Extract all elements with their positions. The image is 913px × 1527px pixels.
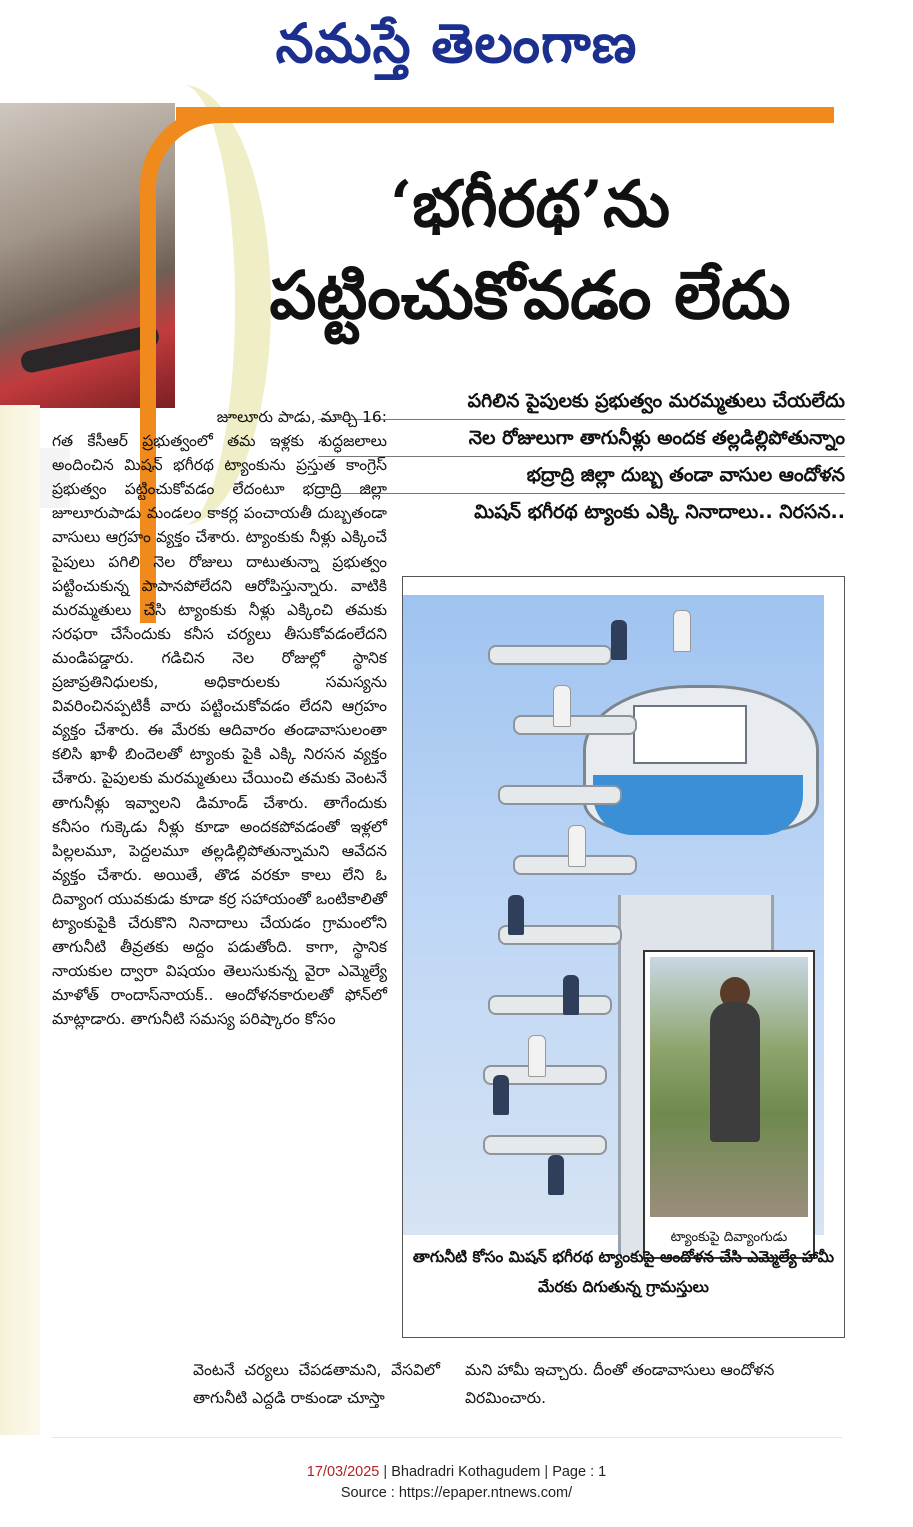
decorative-orange-bar — [176, 107, 834, 123]
newspaper-masthead: నమస్తే తెలంగాణ — [275, 11, 638, 75]
villager-figure — [528, 1035, 546, 1077]
footer-rule — [52, 1437, 842, 1438]
spiral-stair — [488, 995, 612, 1015]
footer-source[interactable]: Source : https://epaper.ntnews.com/ — [340, 1485, 573, 1501]
tank-logo-board — [633, 705, 747, 764]
inset-photo-frame — [643, 950, 815, 1259]
villager-figure — [493, 1075, 509, 1115]
villager-figure — [568, 825, 586, 867]
article-tail-right: మని హామీ ఇచ్చారు. దీంతో తండావాసులు ఆందోళన విరమించారు. — [465, 1361, 775, 1407]
subheadline: భద్రాద్రి జిల్లా దుబ్బ తండా వాసుల ఆందోళన — [318, 457, 845, 494]
footer-edition: Bhadradri Kothagudem — [391, 1464, 541, 1480]
article-dateline: జూలూరు పాడు, మార్చి 16: — [216, 408, 387, 426]
article-body — [52, 405, 387, 1031]
article-body-text: గత కేసీఆర్ ప్రభుత్వంలో తమ ఇళ్లకు శుద్ధజలాలు అందించిన మిషన్ భగీరథ ట్యాంకును ప్రస్తుత కాంగ్రెస్ ప్రభుత్వం పట్టించుకోవడం లేదంటూ భద్రాద్రి జిల్లా జూలూరుపాడు మండలం కాకర్ల పంచాయతీ దుబ్బతండా వాసులు ఆగ్రహం వ్యక్తం చేశారు. ట్యాంకుకు నీళ్లు ఎక్కించే పైపులు పగిలి నెల రోజులు దాటుతున్నా ప్రభుత్వం పట్టించుకున్న పాపానపోలేదని ఆరోపిస్తున్నారు. వాటికి మరమ్మతులు చేసి ట్యాంకుకు నీళ్లు ఎక్కించి తమకు సరఫరా చేసేందుకు కనీస చర్యలు తీసుకోవడంలేదని మండిపడ్డారు. గడిచిన నెల రోజుల్లో స్థానిక ప్రజాప్రతినిధులకు, అధికారులకు సమస్యను వివరించినప్పటికీ వారు పట్టించుకోవడం లేదని ఆగ్రహం వ్యక్తం చేశారు. ఈ మేరకు ఆదివారం తండావాసులంతా కలిసి ఖాళీ బిందెలతో ట్యాంకు పైకి ఎక్కి నిరసన వ్యక్తం చేశారు. పైపులకు మరమ్మతులు చేయించి తమకు వెంటనే తాగునీళ్లు ఇవ్వాలని డిమాండ్ చేశారు. తాగేందుకు కనీసం గుక్కెడు నీళ్లు కూడా అందకపోవడంతో ఇళ్లలో పిల్లలమూ, పెద్దలమూ తల్లడిల్లిపోతున్నామని ఆవేదన వ్యక్తం చేశారు. అయితే, తొడ వరకూ కాలు లేని ఓ దివ్యాంగ యువకుడు కూడా కర్ర సహాయంతో ఒంటికాలితో ట్యాంకుపైకి చేరుకొని నినాదాలు చేయడం గ్రామంలోని తాగునీటి తీవ్రతకు అద్దం పడుతోంది. కాగా, స్థానిక నాయకుల ద్వారా విషయం తెలుసుకున్న వైరా ఎమ్మెల్యే మాళోత్ రాందాస్‌నాయక్.. ఆందోళనకారులతో ఫోన్‌లో మాట్లాడారు. తాగునీటి సమస్య పరిష్కారం కోసం — [52, 432, 387, 1029]
tank-blue-band — [593, 775, 803, 835]
spiral-stair — [488, 645, 612, 665]
footer-date: 17/03/2025 — [306, 1464, 380, 1480]
villager-figure — [673, 610, 691, 652]
footer-separator: | — [383, 1464, 388, 1480]
article-tail-left: వెంటనే చర్యలు చేపడతామని, వేసవిలో తాగునీటి ఎద్దడి రాకుండా చూస్తా — [193, 1361, 440, 1407]
news-photo-frame — [402, 576, 845, 1338]
inset-person-body — [710, 1002, 760, 1142]
subheadline: నెల రోజులుగా తాగునీళ్లు అందక తల్లడిల్లిపోతున్నాం — [318, 420, 845, 457]
inset-photo — [650, 957, 808, 1217]
spiral-stair — [498, 785, 622, 805]
headline-line-1: ‘భగీరథ’ను — [389, 167, 671, 242]
decorative-side-band — [0, 405, 40, 1435]
subheadlines — [318, 383, 845, 530]
page-footer — [0, 1462, 913, 1504]
villager-figure — [611, 620, 627, 660]
spiral-stair — [483, 1135, 607, 1155]
spiral-stair — [513, 715, 637, 735]
water-tank-photo — [403, 595, 824, 1245]
villager-figure — [553, 685, 571, 727]
footer-page: Page : 1 — [552, 1464, 607, 1480]
villager-figure — [508, 895, 524, 935]
article-headline — [200, 160, 860, 340]
villager-figure — [563, 975, 579, 1015]
inset-caption: ట్యాంకుపై దివ్యాంగుడు — [670, 1229, 788, 1245]
subheadline: మిషన్ భగీరథ ట్యాంకు ఎక్కి నినాదాలు.. నిరసన.. — [474, 501, 845, 523]
photo-caption: తాగునీటి కోసం మిషన్ భగీరథ ట్యాంకుపై ఆందోళన చేసి ఎమ్మెల్యే హామీ మేరకు దిగుతున్న గ్రామస్తులు — [412, 1248, 835, 1296]
footer-separator: | — [544, 1464, 549, 1480]
footer-line-1 — [0, 1462, 913, 1483]
villager-figure — [548, 1155, 564, 1195]
subheadline: పగిలిన పైపులకు ప్రభుత్వం మరమ్మతులు చేయలేదు — [318, 383, 845, 420]
headline-line-2: పట్టించుకోవడం లేదు — [269, 256, 791, 334]
